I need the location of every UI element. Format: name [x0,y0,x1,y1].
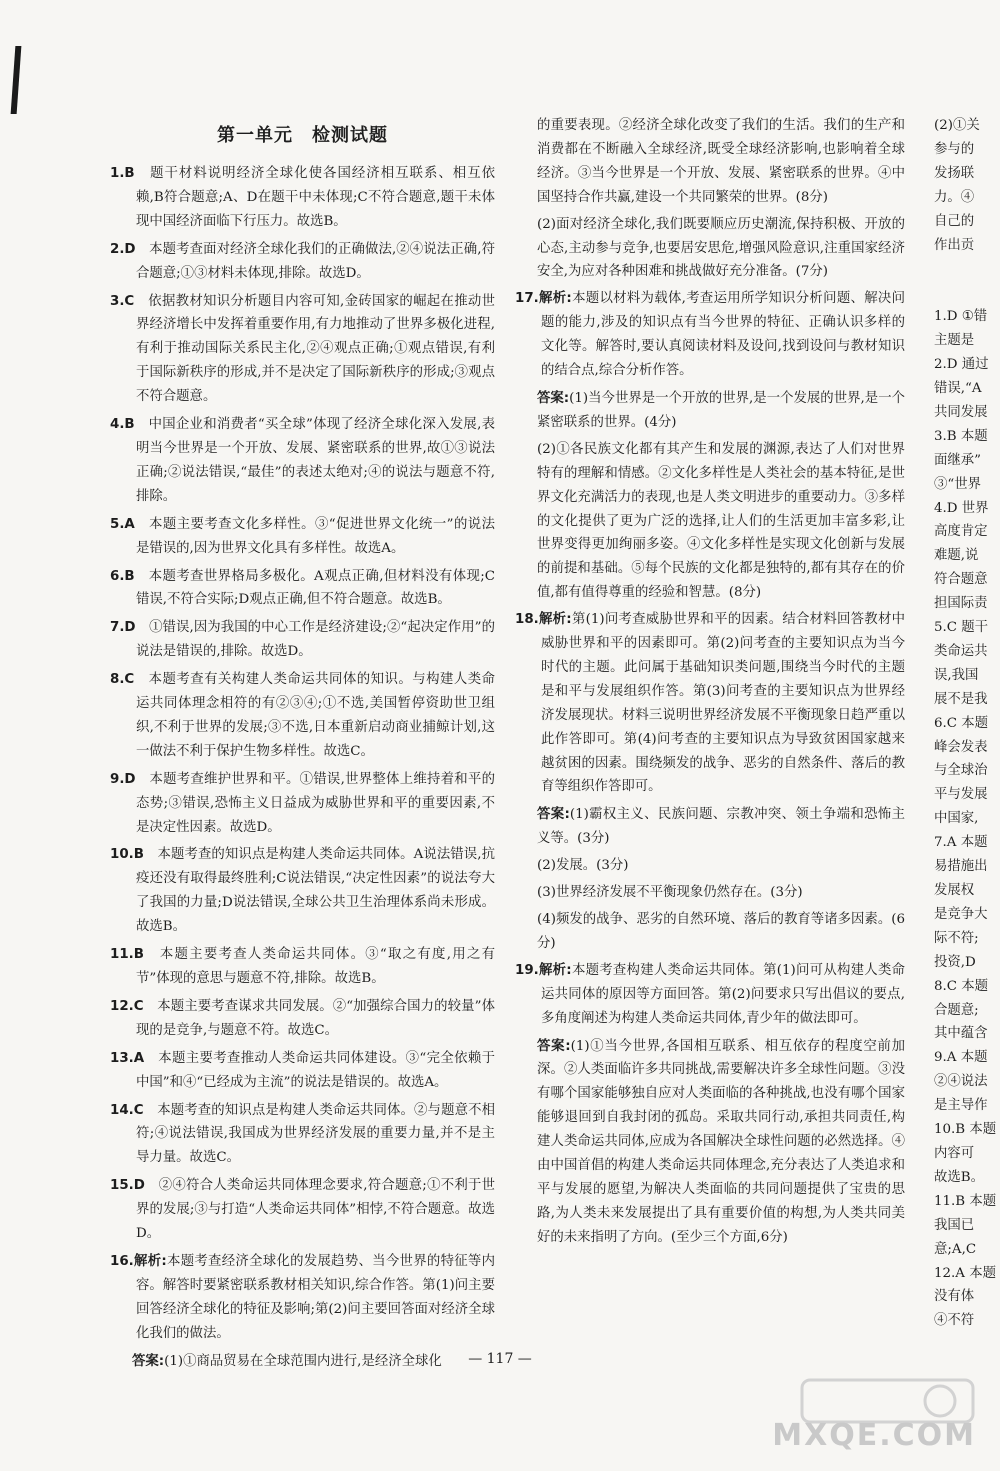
right-column-line: 担国际责 [934,596,988,612]
answer-item [110,668,495,764]
item-number: 18. [515,612,539,628]
right-column-line: 误,我国 [934,667,979,683]
right-column-line [934,281,1000,305]
right-column-line: 我国已 [934,1217,975,1233]
question-19-answer-1 [515,1035,905,1250]
item-text: 本题主要考查推动人类命运共同体建设。③“完全依赖于中国”和④“已经成为主流”的说法是错误的。故选A。 [136,1050,495,1090]
question-16 [110,1250,495,1346]
answer-text: (1)①当今世界,各国相互联系、相互依存的程度空前加深。②人类面临许多共同挑战,需要解决许多全球性问题。③没有哪个国家能够独自应对人类面临的各种挑战,也没有哪个国家能够退回到自我封闭的孤岛。采取共同行动,承担共同责任,构建人类命运共同体,应成为各国解决全球性问题的必然选择。④由中国首倡的构建人类命运共同体理念,充分表达了人类追求和平与发展的愿望,为解决人类面临的共同问题提供了宝贵的思路,为人类未来发展提出了具有重要价值的构想,为人类共同美好的未来指明了方向。(至少三个方面,6分) [537,1038,905,1245]
item-number: 6.B [110,568,135,584]
analysis-text: 本题以材料为载体,考查运用所学知识分析问题、解决问题的能力,涉及的知识点有当今世界的特征、正确认识多样的文化等。解答时,要认真阅读材料及设问,找到设问与教材知识的结合点,综合分析作答。 [541,291,905,379]
right-column-line: 主题是 [934,333,975,349]
right-column-line: 错误,“A [934,380,982,396]
item-number: 14.C [110,1102,144,1118]
answer-list [110,162,495,1246]
right-column-line: 8.C 本题 [934,978,989,994]
right-column-line: 内容可 [934,1145,975,1161]
answer-item [110,290,495,410]
question-16-answer-2: (2)面对经济全球化,我们既要顺应历史潮流,保持积极、开放的心态,主动参与竞争,也要居安思危,增强风险意识,注重国家经济安全,为应对各种困难和挑战做好充分准备。(7分) [537,216,905,280]
answer-item [110,943,495,991]
analysis-label: 解析: [538,291,572,307]
item-text: 本题考查的知识点是构建人类命运共同体。②与题意不相符;④说法错误,我国成为世界经济发展的重要力量,并不是主导力量。故选C。 [136,1102,496,1166]
right-column-line: 4.D 世界 [934,500,989,516]
right-column-line: 是主导作 [934,1098,988,1114]
watermark-text: MXQE.COM [772,1418,976,1453]
answer-item [110,413,495,509]
analysis-label: 解析: [538,612,572,628]
middle-column [515,114,905,1253]
question-17-answer-2: (2)①各民族文化都有其产生和发展的渊源,表达了人们对世界特有的理解和情感。②文化多样性是人类社会的基本特征,是世界文化充满活力的表现,也是人类文明进步的重要动力。③多样的文化提供了更为广泛的选择,让人们的生活更加丰富多彩,让世界变得更加绚丽多姿。④文化多样性是实现文化创新与发展的前提和基础。⑤每个民族的文化都是独特的,都有其存在的价值,都有值得尊重的经验和智慧。(8分) [537,441,905,601]
right-column-line: 3.B 本题 [934,428,988,444]
item-number: 19. [515,962,539,978]
right-column-line: 5.C 题干 [934,620,989,636]
right-column-line: ②④说法 [934,1074,988,1090]
item-number: 9.D [110,771,136,787]
right-column-line: 发扬联 [934,165,975,181]
right-column-line: 符合题意 [934,572,988,588]
right-column-line: (2)①关 [934,118,980,133]
answer-item [110,616,495,664]
right-column-line: ④不符 [934,1313,975,1329]
answer-label: 答案: [537,807,570,823]
item-number: 17. [515,291,539,307]
item-text: 依据教材知识分析题目内容可知,金砖国家的崛起在推动世界经济增长中发挥着重要作用,有力地推动了世界多极化进程,有利于推动国际关系民主化,②④观点正确;①观点错误,有利于国际新秩序的形成,并不是决定了国际新秩序的形成;③观点不符合题意。 [136,293,495,405]
right-column-line: 投资,D [934,954,976,970]
page-title: 第一单元 检测试题 [217,125,388,146]
page-number: — 117 — [468,1351,532,1367]
answer-text: (1)当今世界是一个开放的世界,是一个发展的世界,是一个紧密联系的世界。(4分) [537,390,905,430]
answer-item [110,565,495,613]
item-number: 16. [110,1253,134,1269]
analysis-text: 本题考查构建人类命运共同体。第(1)问可从构建人类命运共同体的原因等方面回答。第(2)问要求只写出倡议的要点,多角度阐述为构建人类命运共同体,青少年的做法即可。 [541,962,905,1026]
item-number: 13.A [110,1050,145,1066]
analysis-label: 解析: [538,962,572,978]
analysis-text: 本题考查经济全球化的发展趋势、当今世界的特征等内容。解答时要紧密联系教材相关知识,综合作答。第(1)问主要回答经济全球化的特征及影响;第(2)问主要回答面对经济全球化我们的做法。 [136,1253,495,1341]
right-column-line: 10.B 本题 [934,1122,997,1138]
right-column-line: 作出贡 [934,237,975,253]
item-number: 1.B [110,166,135,181]
item-number: 2.D [110,241,136,257]
item-number: 12.C [110,998,144,1014]
answer-item [110,1099,495,1171]
item-text: 本题考查的知识点是构建人类命运共同体。A说法错误,抗疫还没有取得最终胜利;C说法错误,“决定性因素”的说法夸大了我国的力量;D说法错误,全球公共卫生治理体系尚未形成。故选B。 [136,847,496,935]
right-column-line: 自己的 [934,213,975,229]
item-number: 5.A [110,516,135,532]
item-text: 本题考查面对经济全球化我们的正确做法,②④说法正确,符合题意;①③材料未体现,排除。故选D。 [136,241,495,281]
answer-item [110,513,495,561]
answer-item [110,1174,495,1246]
answer-label: 答案: [537,1038,571,1054]
left-column [110,118,495,1377]
right-column-line: 故选B。 [934,1169,985,1185]
question-18-answer-2: (2)发展。(3分) [537,858,629,874]
item-number: 10.B [110,847,144,863]
item-text: 本题考查有关构建人类命运共同体的知识。与构建人类命运共同体理念相符的有②③④;①不选,美国暂停资助世卫组织,不利于世界的发展;③不选,日本重新启动商业捕鲸计划,这一做法不利于保护生物多样性。故选C。 [136,672,496,759]
right-column-line: 易措施出 [934,859,988,875]
right-column-line: 12.A 本题 [934,1265,997,1281]
analysis-label: 解析: [133,1253,167,1269]
right-column-line: 中国家, [934,811,979,827]
question-18-answer-3: (3)世界经济发展不平衡现象仍然存在。(3分) [537,885,803,901]
answer-item [110,162,495,234]
right-column-line: 与全球治 [934,763,988,779]
right-column-line: 7.A 本题 [934,835,988,851]
item-number: 8.C [110,672,135,688]
item-text: 本题主要考查文化多样性。③“促进世界文化统一”的说法是错误的,因为世界文化具有多样性。故选A。 [136,516,495,556]
right-column-line: 高度肯定 [934,524,988,540]
answer-item [110,768,495,840]
item-text: 中国企业和消费者“买全球”体现了经济全球化深入发展,表明当今世界是一个开放、发展、紧密联系的世界,故①③说法正确;②说法错误,“最佳”的表述太绝对;④的说法与题意不符,排除。 [136,417,495,504]
right-column-line: 展不是我 [934,691,988,707]
right-column-line: 没有体 [934,1289,975,1305]
item-text: 本题主要考查人类命运共同体。③“取之有度,用之有节”体现的意思与题意不符,排除。故选B。 [136,947,495,986]
item-text: 本题考查世界格局多极化。A观点正确,但材料没有体现;C错误,不符合实际;D观点正确,但不符合题意。故选B。 [136,568,495,608]
right-column-line: 峰会发表 [934,739,988,755]
right-column-line: 意;A,C [934,1241,977,1257]
question-18-answer-4: (4)频发的战争、恶劣的自然环境、落后的教育等诸多因素。(6分) [537,912,905,951]
right-column-line: ③“世界 [934,476,982,492]
question-19 [515,959,905,1031]
answer-label: 答案: [537,390,570,406]
right-column-line: 其中蕴含 [934,1026,988,1042]
answer-label: 答案: [132,1353,165,1369]
right-column-line: 类命运共 [934,643,988,659]
item-text: ②④符合人类命运共同体理念要求,符合题意;①不利于世界的发展;③与打造“人类命运共同体”相悖,不符合题意。故选D。 [136,1178,495,1242]
right-column-line: 2.D 通过 [934,357,989,373]
question-17-answer-1 [515,387,905,435]
right-column-line: 11.B 本题 [934,1193,997,1209]
question-16-answer-cont: 的重要表现。②经济全球化改变了我们的生活。我们的生产和消费都在不断融入全球经济,既受全球经济影响,也影响着全球经济。③当今世界是一个开放、发展、紧密联系的世界。④中国坚持合作共赢,建设一个共同繁荣的世界。(8分) [537,118,905,205]
item-number: 11.B [110,947,144,963]
item-number: 3.C [110,293,135,309]
right-column-line: 平与发展 [934,787,988,803]
analysis-text: 第(1)问考查威胁世界和平的因素。结合材料回答教材中威胁世界和平的因素即可。第(2)问考查的主要知识点为当今时代的主题。此问属于基础知识类问题,围绕当今时代的主题是和平与发展组织作答。第(3)问考查的主要知识点为世界经济发展现状。材料三说明世界经济发展不平衡现象日趋严重以此作答即可。第(4)问考查的主要知识点为导致贫困国家越来越贫困的因素。围绕频发的战争、恶劣的自然条件、落后的教育等组织作答即可。 [541,612,905,795]
answer-item [110,995,495,1043]
question-18 [515,608,905,799]
answer-item [110,238,495,286]
right-column-line: 9.A 本题 [934,1050,988,1066]
question-17 [515,287,905,383]
right-column-line [934,257,1000,281]
right-column-line: 力。④ [934,189,975,205]
right-column-line: 1.D ①错 [934,309,988,325]
item-number: 7.D [110,620,136,636]
right-column-line: 发展权 [934,883,975,898]
item-text: 题干材料说明经济全球化使各国经济相互联系、相互依赖,B符合题意;A、D在题干中未体现;C不符合题意,题干未体现中国经济面临下行压力。故选B。 [136,166,496,229]
right-column-line: 际不符; [934,930,979,946]
item-text: ①错误,因为我国的中心工作是经济建设;②“起决定作用”的说法是错误的,排除。故选D。 [136,620,495,660]
question-18-answer-1 [515,803,905,851]
right-column-line: 面继承” [934,452,982,468]
right-column-line: 难题,说 [934,548,979,564]
item-text: 本题主要考查谋求共同发展。②“加强综合国力的较量”体现的是竞争,与题意不符。故选C。 [136,998,496,1038]
right-column-line: 6.C 本题 [934,715,989,731]
page-edge-mark [11,46,22,114]
item-number: 15.D [110,1178,145,1194]
right-column-line: 共同发展 [934,404,988,420]
answer-text: (1)①商品贸易在全球范围内进行,是经济全球化 [164,1353,442,1369]
answer-text: (1)霸权主义、民族问题、宗教冲突、领土争端和恐怖主义等。(3分) [537,807,906,847]
right-column-line: 是竞争大 [934,906,988,922]
right-column-line: 合题意; [934,1002,979,1018]
answer-item [110,1047,495,1095]
right-column-line: 参与的 [934,141,975,157]
right-column-cropped [934,114,1000,1333]
item-number: 4.B [110,417,135,433]
answer-item [110,843,495,939]
item-text: 本题考查维护世界和平。①错误,世界整体上维持着和平的态势;③错误,恐怖主义日益成为威胁世界和平的重要因素,不是决定性因素。故选D。 [136,771,495,835]
